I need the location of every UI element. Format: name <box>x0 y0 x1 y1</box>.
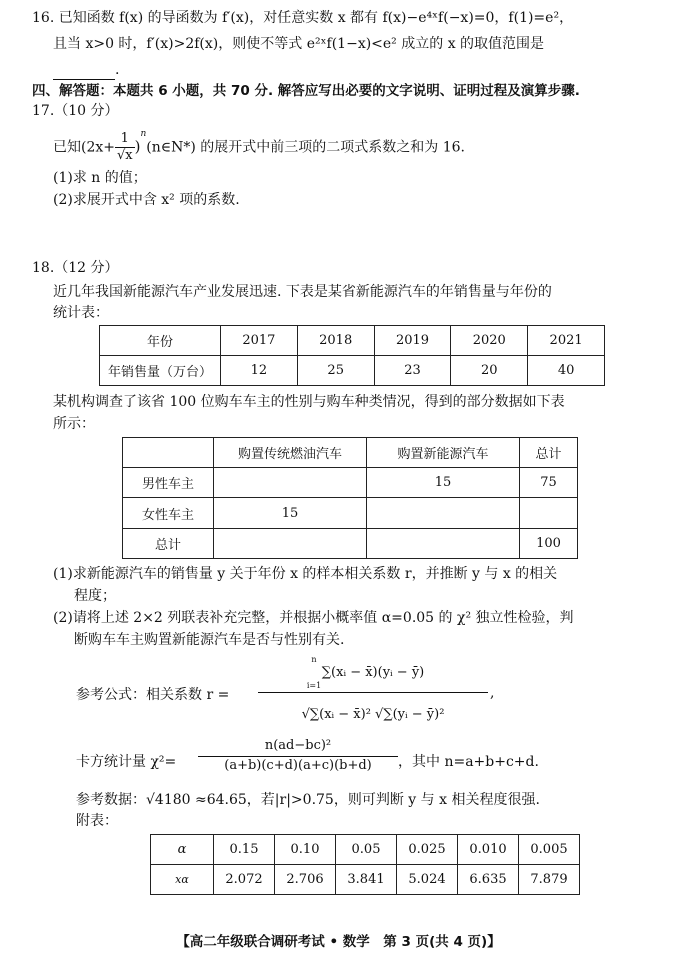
contingency-corner <box>123 438 214 468</box>
q17-exponent: n <box>140 129 147 139</box>
chi-square-tail: ，其中 n=a+b+c+d. <box>398 754 539 770</box>
sales-table <box>99 325 605 386</box>
q17-stem-post: (n∈N*) 的展开式中前三项的二项式系数之和为 16. <box>146 139 465 156</box>
x-alpha-cell: 2.706 <box>275 865 336 895</box>
x-alpha-cell: 3.841 <box>336 865 397 895</box>
table-cell: 15 <box>367 468 520 498</box>
table-cell <box>367 529 520 559</box>
q16-line2: 且当 x>0 时，f′(x)>2f(x)，则使不等式 e²ˣf(1−x)<e² 成立的 x 的取值范围是 <box>53 36 545 52</box>
row-label-female: 女性车主 <box>123 498 214 529</box>
q18-intro-line2: 统计表： <box>53 305 109 321</box>
x-alpha-cell: 7.879 <box>519 865 580 895</box>
q17-frac-den: √x <box>117 148 133 164</box>
q18-part2-line1: (2)请将上述 2×2 列联表补充完整，并根据小概率值 α=0.05 的 χ² 独立性检验，判 <box>53 610 574 626</box>
q17-header: 17.（10 分） <box>32 103 119 119</box>
row-label-total: 总计 <box>123 529 214 559</box>
q17-stem: 已知(2x+ $\frac{1}{√x}$ )$^n$(n∈N*) 的展开式中前三项的二项式系数之和为 16. <box>53 129 465 164</box>
formula-r-numerator-wrap <box>258 656 488 690</box>
alpha-row <box>151 835 580 865</box>
alpha-cell: 0.005 <box>519 835 580 865</box>
answer-blank-line <box>53 65 115 80</box>
sales-table-row-year <box>100 326 605 356</box>
formula-r-denominator: √∑(xᵢ − x̄)² √∑(yᵢ − ȳ)² <box>301 707 445 722</box>
table-cell <box>214 529 367 559</box>
contingency-row-female <box>123 498 578 529</box>
q16-answer-blank <box>53 60 119 80</box>
year-cell: 2021 <box>528 326 605 356</box>
x-alpha-cell: 6.635 <box>458 865 519 895</box>
sales-table-header-year: 年份 <box>100 326 221 356</box>
page-footer: 【高二年级联合调研考试 • 数学 第 3 页(共 4 页)】 <box>176 934 501 950</box>
contingency-header-new-energy: 购置新能源汽车 <box>367 438 520 468</box>
chi-square-fraction-bar <box>198 756 398 757</box>
sales-cell: 20 <box>451 356 528 386</box>
year-cell: 2019 <box>374 326 451 356</box>
q17-part1: (1)求 n 的值； <box>53 170 147 186</box>
q16-line1: 16. 已知函数 f(x) 的导函数为 f′(x)，对任意实数 x 都有 f(x)−e⁴ˣf(−x)=0，f(1)=e²， <box>32 10 574 26</box>
contingency-header-row <box>123 438 578 468</box>
sales-table-row-sales <box>100 356 605 386</box>
q18-intro-line1: 近几年我国新能源汽车产业发展迅速. 下表是某省新能源汽车的年销售量与年份的 <box>53 284 552 300</box>
year-cell: 2017 <box>221 326 298 356</box>
x-alpha-row <box>151 865 580 895</box>
sales-cell: 40 <box>528 356 605 386</box>
year-cell: 2020 <box>451 326 528 356</box>
sales-cell: 12 <box>221 356 298 386</box>
q16-line3-tail: . <box>115 62 120 78</box>
chi-square-numerator: n(ad−bc)² <box>264 738 332 753</box>
alpha-cell: 0.010 <box>458 835 519 865</box>
contingency-header-total: 总计 <box>520 438 578 468</box>
q17-fraction <box>115 131 135 164</box>
x-alpha-cell: 2.072 <box>214 865 275 895</box>
q17-part2: (2)求展开式中含 x² 项的系数. <box>53 192 240 208</box>
section-4-heading: 四、解答题：本题共 6 小题，共 70 分. 解答应写出必要的文字说明、证明过程及演算步骤. <box>32 83 580 99</box>
q18-header: 18.（12 分） <box>32 260 119 276</box>
sales-cell: 25 <box>297 356 374 386</box>
sum-upper-limit: n <box>311 655 317 664</box>
table-cell <box>367 498 520 529</box>
q18-survey-line2: 所示： <box>53 416 95 432</box>
formula-r-comma: , <box>490 685 495 701</box>
chi-critical-table <box>150 834 580 895</box>
q17-stem-pre: 已知(2x+ <box>53 139 115 156</box>
q18-survey-line1: 某机构调查了该省 100 位购车车主的性别与购车种类情况，得到的部分数据如下表 <box>53 394 565 410</box>
appendix-label: 附表： <box>76 813 118 829</box>
q18-part1-line1: (1)求新能源汽车的销售量 y 关于年份 x 的样本相关系数 r，并推断 y 与 x 的相关 <box>53 566 558 582</box>
reference-data: 参考数据：√4180 ≈64.65，若|r|>0.75，则可判断 y 与 x 相关程度很强. <box>76 792 540 808</box>
contingency-header-fuel: 购置传统燃油汽车 <box>214 438 367 468</box>
alpha-cell: 0.15 <box>214 835 275 865</box>
q17-frac-num: 1 <box>115 131 135 148</box>
formula-r-label: 参考公式：相关系数 r = <box>76 687 230 703</box>
table-cell <box>214 468 367 498</box>
alpha-header: α <box>151 835 214 865</box>
chi-square-denominator: (a+b)(c+d)(a+c)(b+d) <box>224 758 372 773</box>
contingency-table <box>122 437 578 559</box>
row-label-male: 男性车主 <box>123 468 214 498</box>
alpha-cell: 0.025 <box>397 835 458 865</box>
table-cell <box>520 498 578 529</box>
table-cell: 100 <box>520 529 578 559</box>
sales-table-header-sales: 年销售量（万台） <box>100 356 221 386</box>
alpha-cell: 0.05 <box>336 835 397 865</box>
table-cell: 75 <box>520 468 578 498</box>
x-alpha-header: xα <box>151 865 214 895</box>
contingency-row-total <box>123 529 578 559</box>
alpha-cell: 0.10 <box>275 835 336 865</box>
q18-part2-line2: 断购车车主购置新能源汽车是否与性别有关. <box>74 632 345 648</box>
sales-cell: 23 <box>374 356 451 386</box>
contingency-row-male <box>123 468 578 498</box>
chi-square-label: 卡方统计量 χ²= <box>76 754 177 770</box>
sum-lower-limit: i=1 <box>306 681 322 690</box>
table-cell: 15 <box>214 498 367 529</box>
x-alpha-cell: 5.024 <box>397 865 458 895</box>
formula-r-fraction-bar <box>258 692 488 693</box>
year-cell: 2018 <box>297 326 374 356</box>
q18-part1-line2: 程度； <box>74 588 116 604</box>
formula-r-numerator: ∑(xᵢ − x̄)(yᵢ − ȳ) <box>321 665 425 680</box>
